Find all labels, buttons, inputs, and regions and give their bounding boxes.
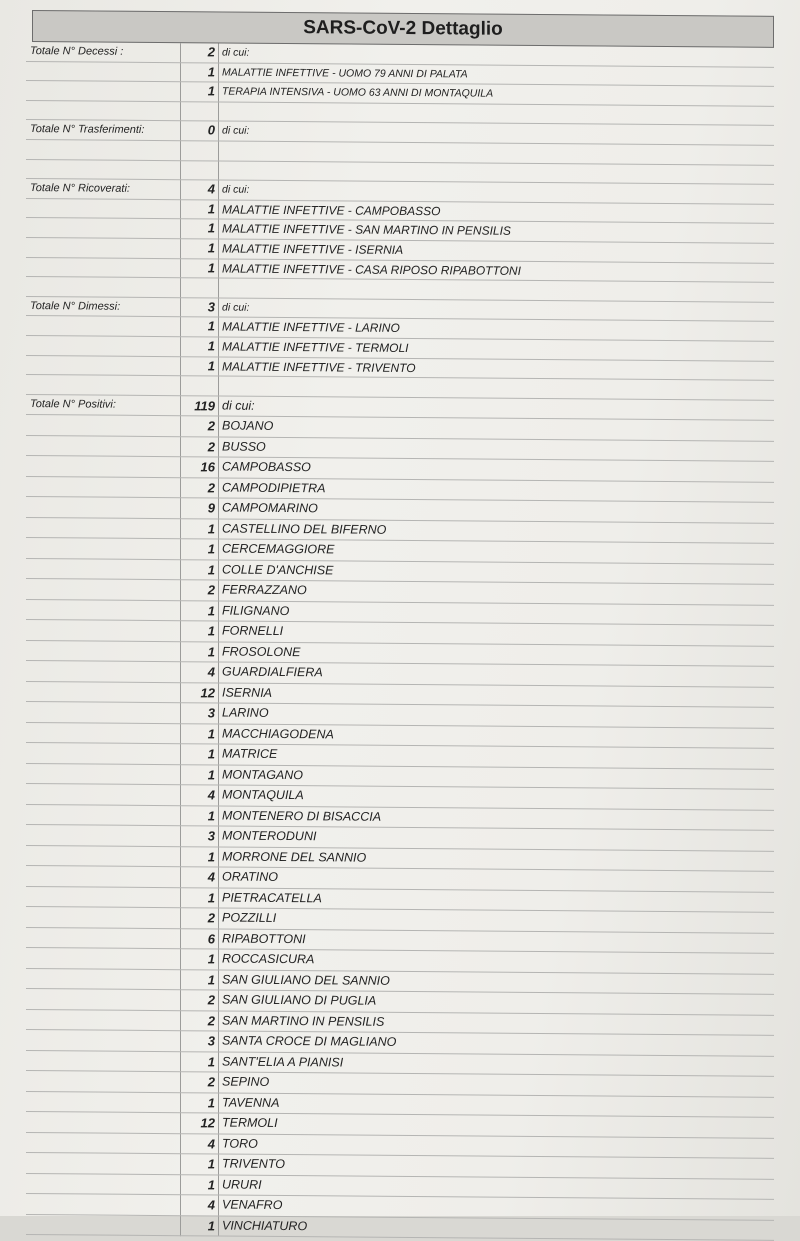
positives-item-count: 4 bbox=[181, 1133, 219, 1154]
discharged-item-count: 1 bbox=[181, 356, 219, 376]
positives-item-count: 1 bbox=[181, 949, 219, 970]
deaths-item-text: MALATTIE INFETTIVE - UOMO 79 ANNI DI PALATA bbox=[219, 63, 775, 87]
positives-item-count: 2 bbox=[181, 580, 219, 601]
report-table bbox=[26, 42, 774, 1241]
positives-item-municipality: CAMPODIPIETRA bbox=[219, 478, 775, 503]
hospitalized-item-count: 1 bbox=[181, 199, 219, 219]
positives-item-municipality: MATRICE bbox=[219, 744, 775, 769]
deaths-item-count: 1 bbox=[181, 82, 219, 102]
positives-item-count: 12 bbox=[181, 1113, 219, 1134]
positives-item-municipality: CERCEMAGGIORE bbox=[219, 539, 775, 564]
positives-item-count: 2 bbox=[181, 1072, 219, 1093]
positives-item-municipality: ROCCASICURA bbox=[219, 949, 775, 974]
hospitalized-item-count: 1 bbox=[181, 239, 219, 259]
discharged-total: 3 bbox=[181, 297, 219, 317]
positives-item-count: 1 bbox=[181, 518, 219, 539]
positives-item-municipality: VENAFRO bbox=[219, 1195, 775, 1220]
deaths-total: 2 bbox=[181, 43, 219, 62]
positives-item-municipality: POZZILLI bbox=[219, 908, 775, 933]
deaths-label: Totale N° Decessi : bbox=[26, 42, 181, 62]
transfers-label: Totale N° Trasferimenti: bbox=[26, 120, 181, 141]
positives-item-municipality: LARINO bbox=[219, 703, 775, 728]
positives-item-count: 1 bbox=[181, 1154, 219, 1175]
deaths-item-count: 1 bbox=[181, 62, 219, 82]
positives-item-count: 1 bbox=[181, 621, 219, 642]
positives-item-count: 4 bbox=[181, 785, 219, 806]
positives-item-count: 2 bbox=[181, 1010, 219, 1031]
positives-label: Totale N° Positivi: bbox=[26, 394, 181, 416]
transfers-total: 0 bbox=[181, 121, 219, 141]
positives-item-municipality: MACCHIAGODENA bbox=[219, 724, 775, 749]
positives-item-municipality: FILIGNANO bbox=[219, 601, 775, 626]
report-document bbox=[26, 10, 774, 1241]
positives-item-municipality: PIETRACATELLA bbox=[219, 888, 775, 913]
hospitalized-label: Totale N° Ricoverati: bbox=[26, 179, 181, 200]
positives-item-count: 1 bbox=[181, 887, 219, 908]
positives-item-count: 3 bbox=[181, 826, 219, 847]
hospitalized-item-text: MALATTIE INFETTIVE - CASA RIPOSO RIPABOTTONI bbox=[219, 259, 775, 283]
positives-item-municipality: TRIVENTO bbox=[219, 1154, 775, 1179]
positives-item-municipality: ISERNIA bbox=[219, 683, 775, 708]
positives-item-municipality: BOJANO bbox=[219, 416, 775, 441]
positives-item-count: 2 bbox=[181, 436, 219, 457]
discharged-item-count: 1 bbox=[181, 317, 219, 337]
positives-item-municipality: COLLE D'ANCHISE bbox=[219, 560, 775, 585]
positives-item-municipality: TAVENNA bbox=[219, 1093, 775, 1118]
positives-item-municipality: TORO bbox=[219, 1134, 775, 1159]
positives-item-count: 2 bbox=[181, 908, 219, 929]
positives-item-municipality: URURI bbox=[219, 1175, 775, 1200]
report-table-body bbox=[26, 42, 774, 1241]
positives-item-municipality: TERMOLI bbox=[219, 1113, 775, 1138]
positives-item-count: 2 bbox=[181, 990, 219, 1011]
positives-item-count: 1 bbox=[181, 1215, 219, 1236]
positives-item-count: 2 bbox=[181, 416, 219, 437]
discharged-item-text: MALATTIE INFETTIVE - LARINO bbox=[219, 317, 775, 341]
positives-item-count: 1 bbox=[181, 805, 219, 826]
positives-di-cui: di cui: bbox=[219, 396, 775, 421]
positives-item-municipality: RIPABOTTONI bbox=[219, 929, 775, 954]
positives-item-count: 16 bbox=[181, 457, 219, 478]
positives-item-count: 1 bbox=[181, 744, 219, 765]
positives-item-municipality: MONTAGANO bbox=[219, 765, 775, 790]
positives-item-count: 1 bbox=[181, 1092, 219, 1113]
positives-item-count: 1 bbox=[181, 539, 219, 560]
positives-item-municipality: CAMPOMARINO bbox=[219, 498, 775, 523]
hospitalized-item-text: MALATTIE INFETTIVE - CAMPOBASSO bbox=[219, 200, 775, 224]
discharged-di-cui: di cui: bbox=[219, 298, 775, 322]
positives-item-count: 1 bbox=[181, 764, 219, 785]
positives-item-count: 2 bbox=[181, 477, 219, 498]
discharged-item-text: MALATTIE INFETTIVE - TERMOLI bbox=[219, 337, 775, 361]
positives-item-municipality: SANT'ELIA A PIANISI bbox=[219, 1052, 775, 1077]
positives-item-municipality: MONTAQUILA bbox=[219, 785, 775, 810]
positives-item-count: 12 bbox=[181, 682, 219, 703]
positives-item-municipality: SAN GIULIANO DEL SANNIO bbox=[219, 970, 775, 995]
positives-item-municipality: FERRAZZANO bbox=[219, 580, 775, 605]
discharged-item-count: 1 bbox=[181, 337, 219, 357]
positives-item-count: 1 bbox=[181, 641, 219, 662]
positives-item-municipality: MORRONE DEL SANNIO bbox=[219, 847, 775, 872]
positives-item-municipality: SAN MARTINO IN PENSILIS bbox=[219, 1011, 775, 1036]
positives-item-municipality: BUSSO bbox=[219, 437, 775, 462]
hospitalized-di-cui: di cui: bbox=[219, 180, 775, 204]
positives-item-count: 1 bbox=[181, 600, 219, 621]
positives-item-municipality: MONTERODUNI bbox=[219, 826, 775, 851]
hospitalized-item-text: MALATTIE INFETTIVE - ISERNIA bbox=[219, 239, 775, 263]
positives-item-count: 9 bbox=[181, 498, 219, 519]
hospitalized-item-count: 1 bbox=[181, 219, 219, 239]
positives-item-count: 1 bbox=[181, 846, 219, 867]
positives-item-count: 4 bbox=[181, 867, 219, 888]
deaths-item-text: TERAPIA INTENSIVA - UOMO 63 ANNI DI MONTAQUILA bbox=[219, 82, 775, 106]
positives-item-municipality: FORNELLI bbox=[219, 621, 775, 646]
positives-item-municipality: SAN GIULIANO DI PUGLIA bbox=[219, 990, 775, 1015]
deaths-di-cui: di cui: bbox=[219, 44, 775, 67]
positives-item-municipality: MONTENERO DI BISACCIA bbox=[219, 806, 775, 831]
positives-item-count: 4 bbox=[181, 662, 219, 683]
positives-item-municipality: ORATINO bbox=[219, 867, 775, 892]
positives-item-count: 1 bbox=[181, 969, 219, 990]
positives-item-count: 3 bbox=[181, 1031, 219, 1052]
positives-item-count: 6 bbox=[181, 928, 219, 949]
positives-total: 119 bbox=[181, 395, 219, 416]
positives-item-count: 3 bbox=[181, 703, 219, 724]
positives-item-municipality: VINCHIATURO bbox=[219, 1216, 775, 1241]
positives-item-municipality: GUARDIALFIERA bbox=[219, 662, 775, 687]
positives-item-count: 1 bbox=[181, 1051, 219, 1072]
discharged-item-text: MALATTIE INFETTIVE - TRIVENTO bbox=[219, 357, 775, 381]
positives-item-municipality: SANTA CROCE DI MAGLIANO bbox=[219, 1031, 775, 1056]
positives-item-count: 1 bbox=[181, 559, 219, 580]
positives-item-count: 1 bbox=[181, 723, 219, 744]
hospitalized-item-count: 1 bbox=[181, 258, 219, 278]
positives-item-municipality: FROSOLONE bbox=[219, 642, 775, 667]
transfers-di-cui: di cui: bbox=[219, 121, 775, 145]
discharged-label: Totale N° Dimessi: bbox=[26, 296, 181, 317]
positives-item-count: 4 bbox=[181, 1195, 219, 1216]
hospitalized-item-text: MALATTIE INFETTIVE - SAN MARTINO IN PENSILIS bbox=[219, 219, 775, 243]
report-title: SARS-CoV-2 Dettaglio bbox=[32, 10, 774, 48]
positives-item-municipality: SEPINO bbox=[219, 1072, 775, 1097]
hospitalized-total: 4 bbox=[181, 180, 219, 200]
positives-item-count: 1 bbox=[181, 1174, 219, 1195]
positives-item-municipality: CAMPOBASSO bbox=[219, 457, 775, 482]
positives-item-municipality: CASTELLINO DEL BIFERNO bbox=[219, 519, 775, 544]
